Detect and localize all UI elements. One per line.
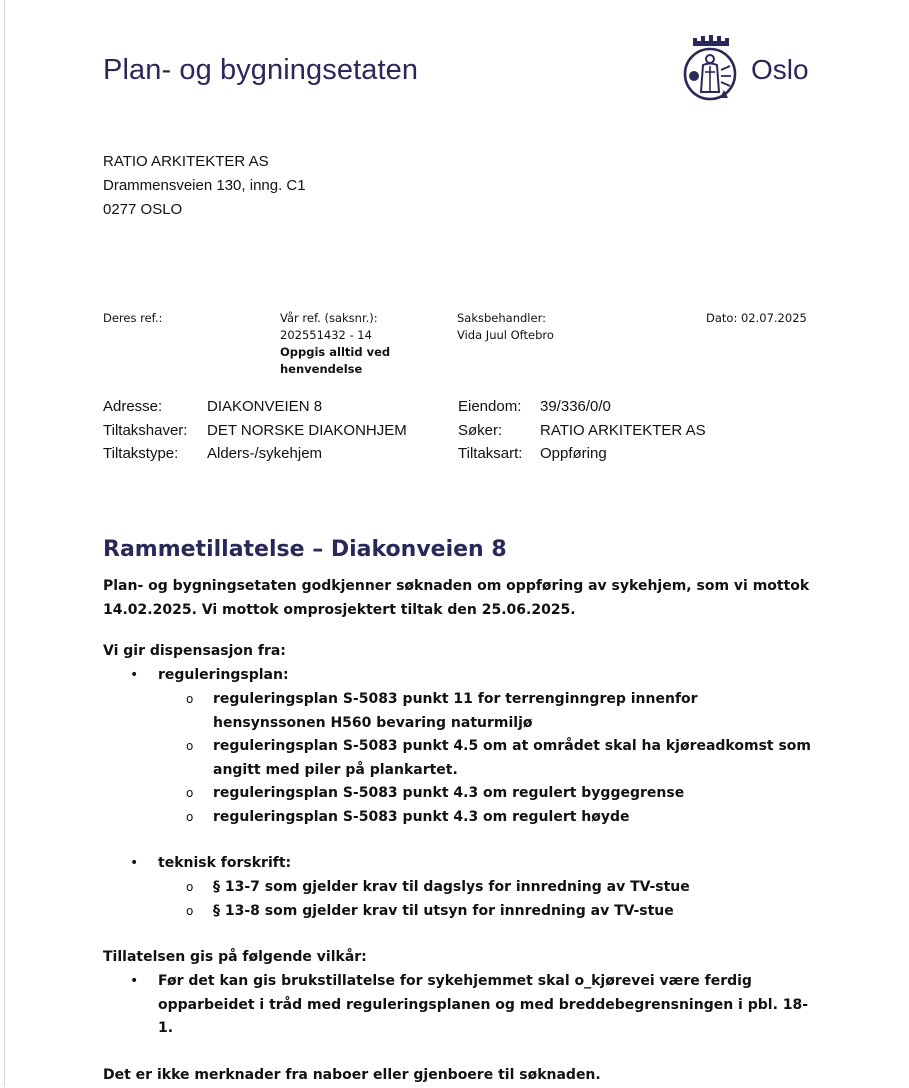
var-ref-note: Oppgis alltid ved — [280, 345, 391, 359]
saksbehandler — [457, 310, 554, 344]
page-edge — [4, 0, 5, 1087]
bullet-icon: • — [130, 667, 139, 683]
recipient-name: RATIO ARKITEKTER AS — [103, 153, 269, 170]
adresse-value: DIAKONVEIEN 8 — [207, 398, 323, 415]
eiendom-label: Eiendom: — [458, 398, 522, 415]
saksbehandler-label: Saksbehandler: — [457, 311, 546, 325]
dato — [706, 310, 807, 327]
deres-ref — [103, 310, 162, 327]
dato-value: Dato: 02.07.2025 — [706, 311, 807, 325]
eiendom-value: 39/336/0/0 — [540, 398, 611, 415]
bullet-icon: • — [130, 973, 139, 989]
list-item: reguleringsplan S-5083 punkt 4.3 om regulert høyde — [213, 809, 630, 825]
intro-line-1: Plan- og bygningsetaten godkjenner søknaden om oppføring av sykehjem, som vi mottok — [103, 578, 810, 594]
oslo-logo — [680, 32, 820, 102]
vilkar-intro: Tillatelsen gis på følgende vilkår: — [103, 949, 367, 965]
merknader-text: Det er ikke merknader fra naboer eller gjenboere til søknaden. — [103, 1067, 601, 1083]
dispensasjon-intro: Vi gir dispensasjon fra: — [103, 643, 286, 659]
dispensasjon-group-teknisk-forskrift: teknisk forskrift: — [158, 855, 292, 871]
adresse-label: Adresse: — [103, 398, 163, 415]
intro-paragraph — [103, 575, 823, 622]
circle-bullet-icon: o — [186, 739, 194, 753]
list-item: reguleringsplan S-5083 punkt 4.3 om regulert byggegrense — [213, 785, 685, 801]
list-item: § 13-8 som gjelder krav til utsyn for innredning av TV-stue — [213, 903, 674, 919]
var-ref-label: Vår ref. (saksnr.): — [280, 311, 378, 325]
property-right — [458, 395, 706, 466]
tiltakstype-value: Alders-/sykehjem — [207, 445, 323, 462]
tiltaksart-label: Tiltaksart: — [458, 445, 523, 462]
list-item: reguleringsplan S-5083 punkt 4.5 om at området skal ha kjøreadkomst som angitt med piler på plankartet. — [213, 738, 812, 778]
saksbehandler-value: Vida Juul Oftebro — [457, 328, 554, 342]
circle-bullet-icon: o — [186, 880, 194, 894]
dispensasjon-group-reguleringsplan: reguleringsplan: — [158, 667, 289, 683]
var-ref — [280, 310, 390, 378]
bullet-icon: • — [130, 855, 139, 871]
recipient-address — [103, 150, 306, 222]
property-left — [103, 395, 407, 466]
oslo-seal-icon — [680, 32, 742, 102]
tiltakshaver-label: Tiltakshaver: — [103, 421, 188, 439]
deres-ref-label: Deres ref.: — [103, 311, 163, 325]
tiltakstype-label: Tiltakstype: — [103, 445, 179, 462]
recipient-street: Drammensveien 130, inng. C1 — [103, 177, 306, 194]
tiltaksart-value: Oppføring — [540, 445, 607, 462]
vilkar-item: Før det kan gis brukstillatelse for sykehjemmet skal o_kjørevei være ferdig opparbeidet i tråd med reguleringsplanen og med breddebegrensningen i pbl. 18- 1. — [158, 973, 809, 1036]
list-item: reguleringsplan S-5083 punkt 11 for terrenginngrep innenfor hensynssonen H560 bevaring naturmiljø — [213, 691, 698, 731]
soker-value: RATIO ARKITEKTER AS — [540, 421, 706, 439]
oslo-logo-word: Oslo — [751, 54, 809, 85]
circle-bullet-icon: o — [186, 904, 194, 918]
soker-label: Søker: — [458, 421, 503, 439]
var-ref-note-cont: henvendelse — [280, 362, 363, 376]
circle-bullet-icon: o — [186, 692, 194, 706]
document-heading: Rammetillatelse – Diakonveien 8 — [103, 537, 507, 562]
circle-bullet-icon: o — [186, 786, 194, 800]
var-ref-value: 202551432 - 14 — [280, 328, 372, 342]
recipient-postal: 0277 OSLO — [103, 201, 183, 218]
circle-bullet-icon: o — [186, 810, 194, 824]
agency-name: Plan- og bygningsetaten — [103, 54, 419, 86]
list-item: § 13-7 som gjelder krav til dagslys for innredning av TV-stue — [213, 879, 690, 895]
tiltakshaver-value: DET NORSKE DIAKONHJEM — [207, 421, 407, 439]
intro-line-2: 14.02.2025. Vi mottok omprosjektert tiltak den 25.06.2025. — [103, 601, 576, 618]
